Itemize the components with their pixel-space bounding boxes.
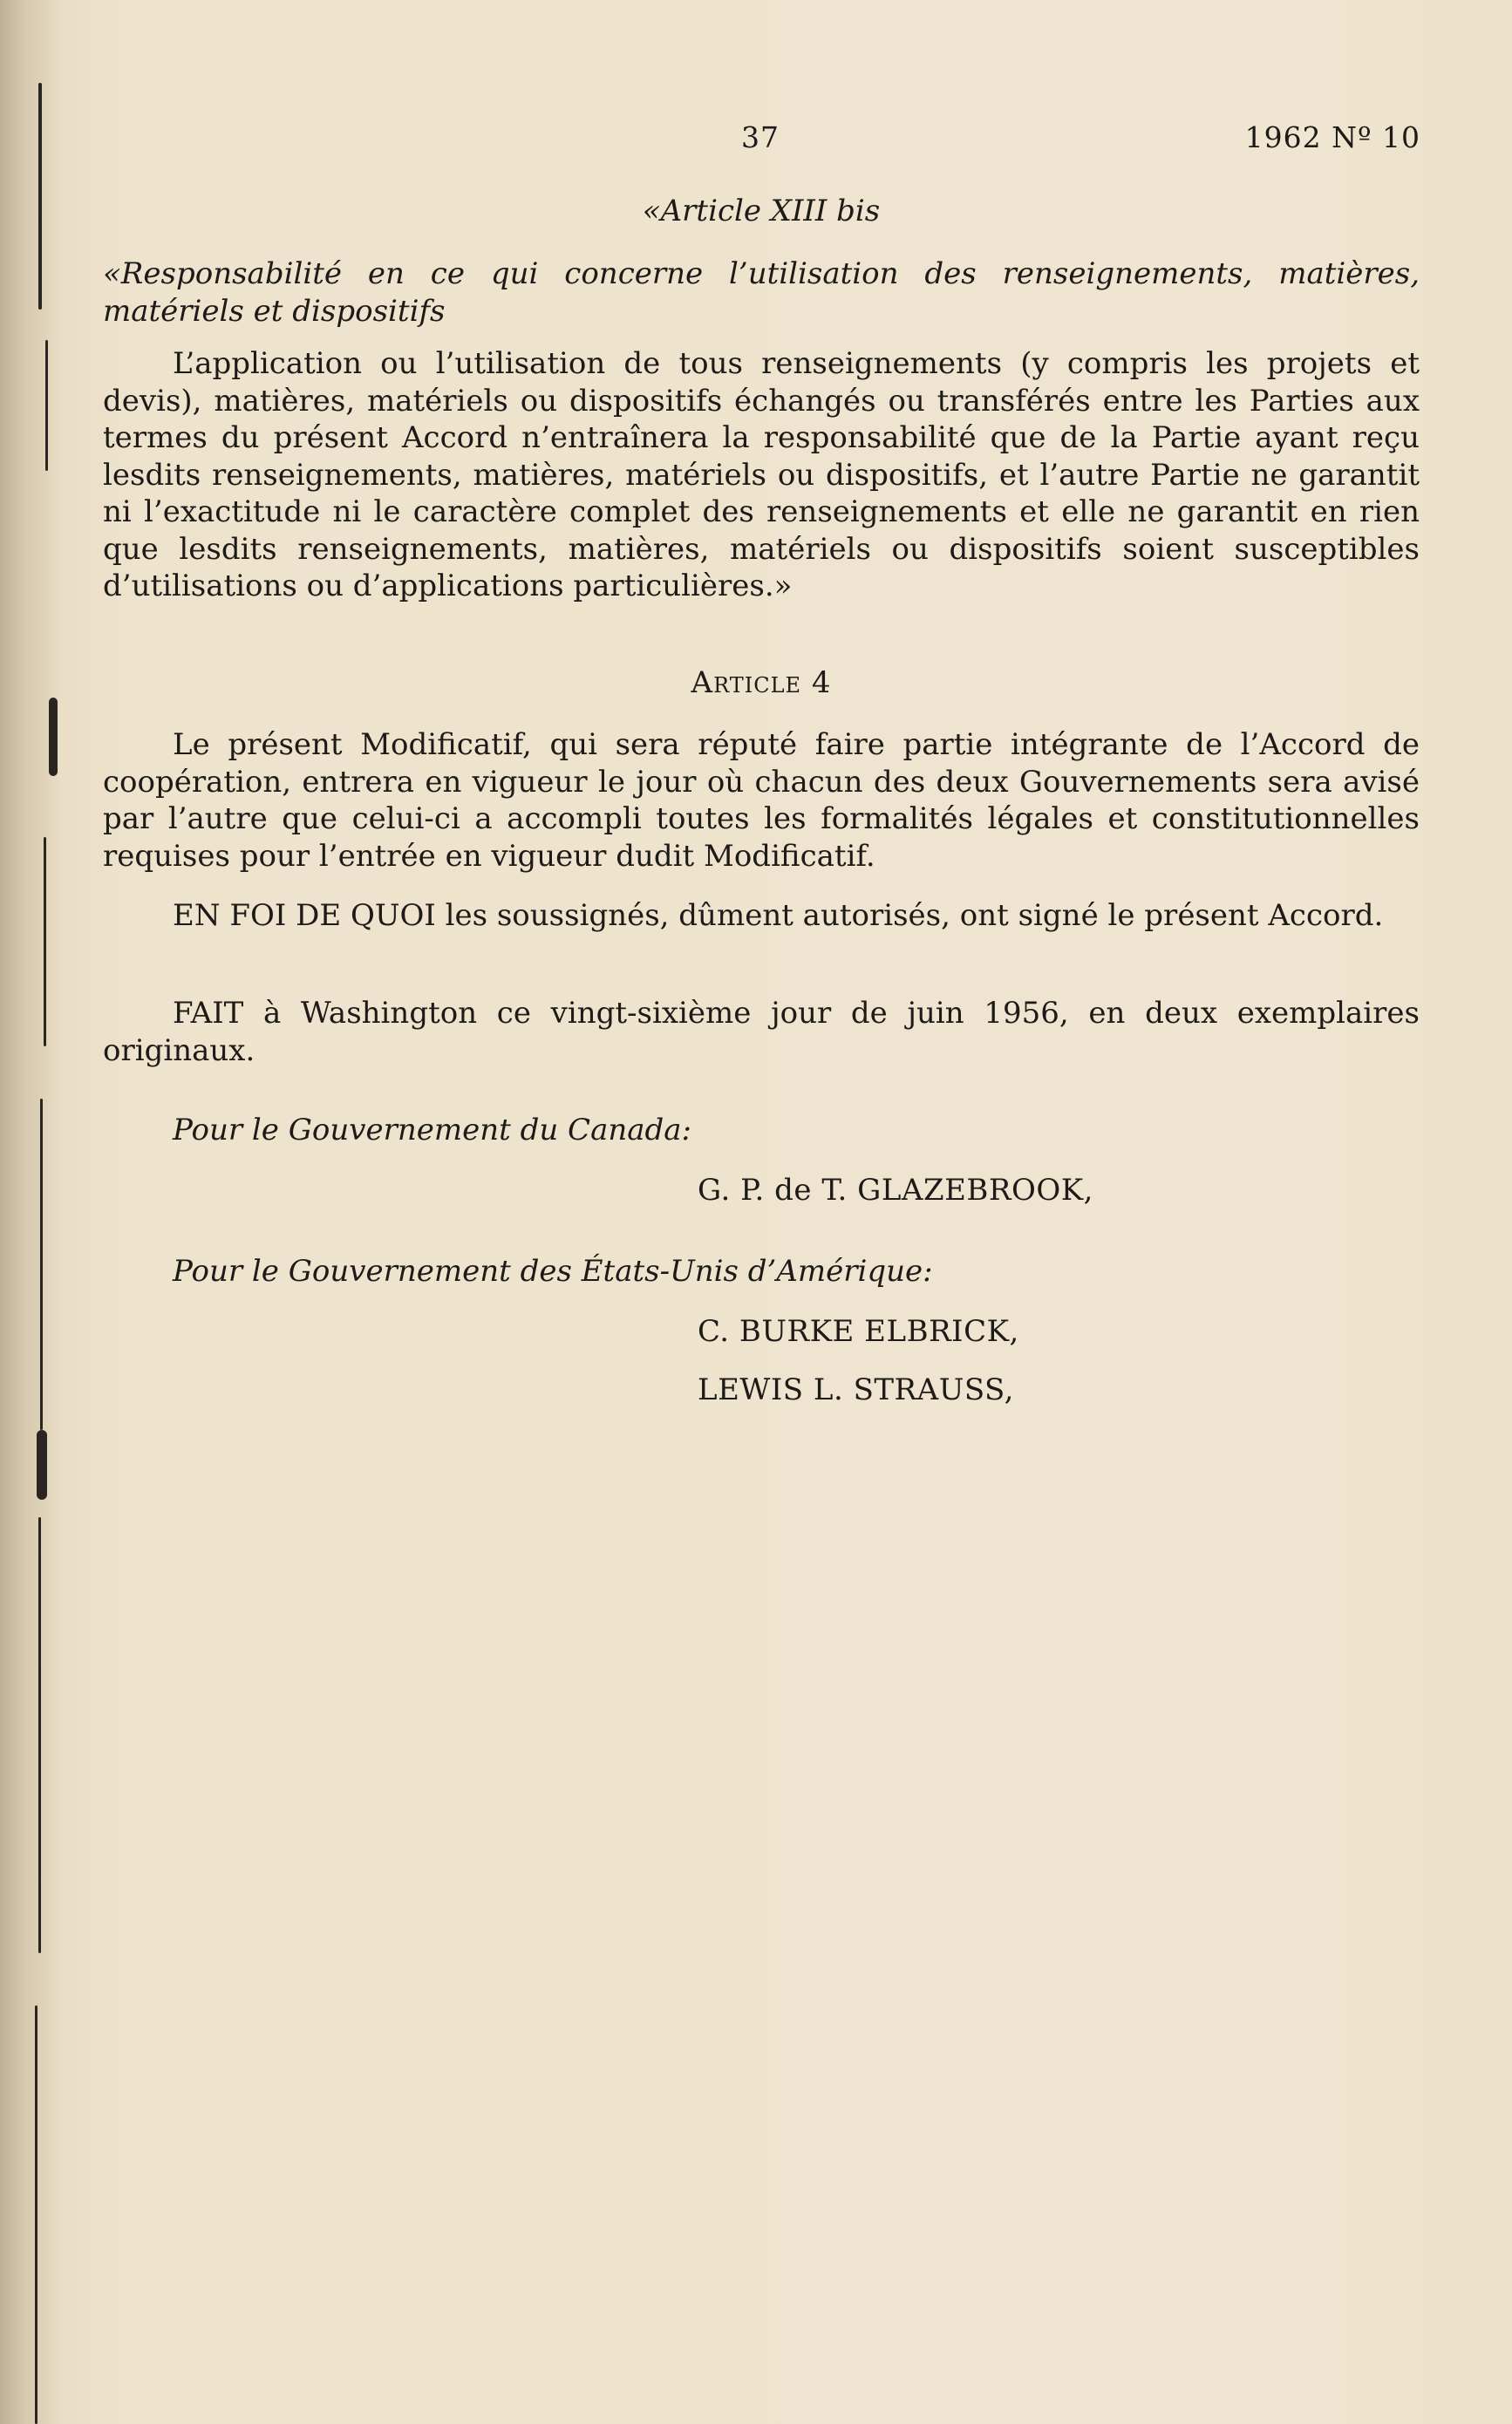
canada-signature-label: Pour le Gouvernement du Canada: [173, 1113, 691, 1147]
binding-mark [49, 698, 58, 776]
usa-signer-strauss: LEWIS L. STRAUSS, [698, 1372, 1014, 1407]
binding-mark [37, 1430, 47, 1500]
usa-signer-elbrick: C. BURKE ELBRICK, [698, 1314, 1019, 1349]
page-number: 37 [741, 120, 780, 154]
article-4-heading: Article 4 [691, 665, 832, 700]
series-number: 1962 Nº 10 [1244, 120, 1420, 154]
article-xiii-bis-body: L’application ou l’utilisation de tous renseignements (y compris les projets et devis), matières, matériels ou dispositifs échangés ou transférés entre les Parties aux termes du présent Accord n’entraînera la responsabilité que de la Partie ayant reçu lesdits renseignements, matières, matériels ou dispositifs, et l’autre Partie ne garantit ni l’exactitude ni le caractère complet des renseignements et elle ne garantit en rien que lesdits renseignements, matières, matériels ou dispositifs soient susceptibles d’utilisations ou d’applications particulières.» [103, 346, 1420, 603]
binding-mark [38, 1517, 41, 1953]
article-xiii-bis-subheading: «Responsabilité en ce qui concerne l’utilisation des renseignements, matières, matériels et dispositifs [103, 256, 1420, 329]
page-binding-shadow [0, 0, 61, 2424]
binding-mark [44, 837, 46, 1046]
article-4-body: Le présent Modificatif, qui sera réputé faire partie intégrante de l’Accord de coopération, entrera en vigueur le jour où chacun des deux Gouvernements sera avisé par l’autre que celui-ci a accompli toutes les formalités légales et constitutionnelles requises pour l’entrée en vigueur dudit Modificatif. [103, 727, 1420, 874]
binding-mark [35, 2005, 37, 2424]
binding-mark [40, 1099, 43, 1430]
binding-mark [45, 340, 48, 471]
usa-signature-label: Pour le Gouvernement des États-Unis d’Amérique: [173, 1254, 933, 1289]
done-at-clause: FAIT à Washington ce vingt-sixième jour de juin 1956, en deux exemplaires originaux. [103, 996, 1420, 1068]
witness-clause: EN FOI DE QUOI les soussignés, dûment autorisés, ont signé le présent Accord. [173, 898, 1384, 933]
binding-mark [38, 83, 42, 310]
article-xiii-bis-heading: «Article XIII bis [642, 194, 881, 228]
canada-signer: G. P. de T. GLAZEBROOK, [698, 1173, 1093, 1208]
